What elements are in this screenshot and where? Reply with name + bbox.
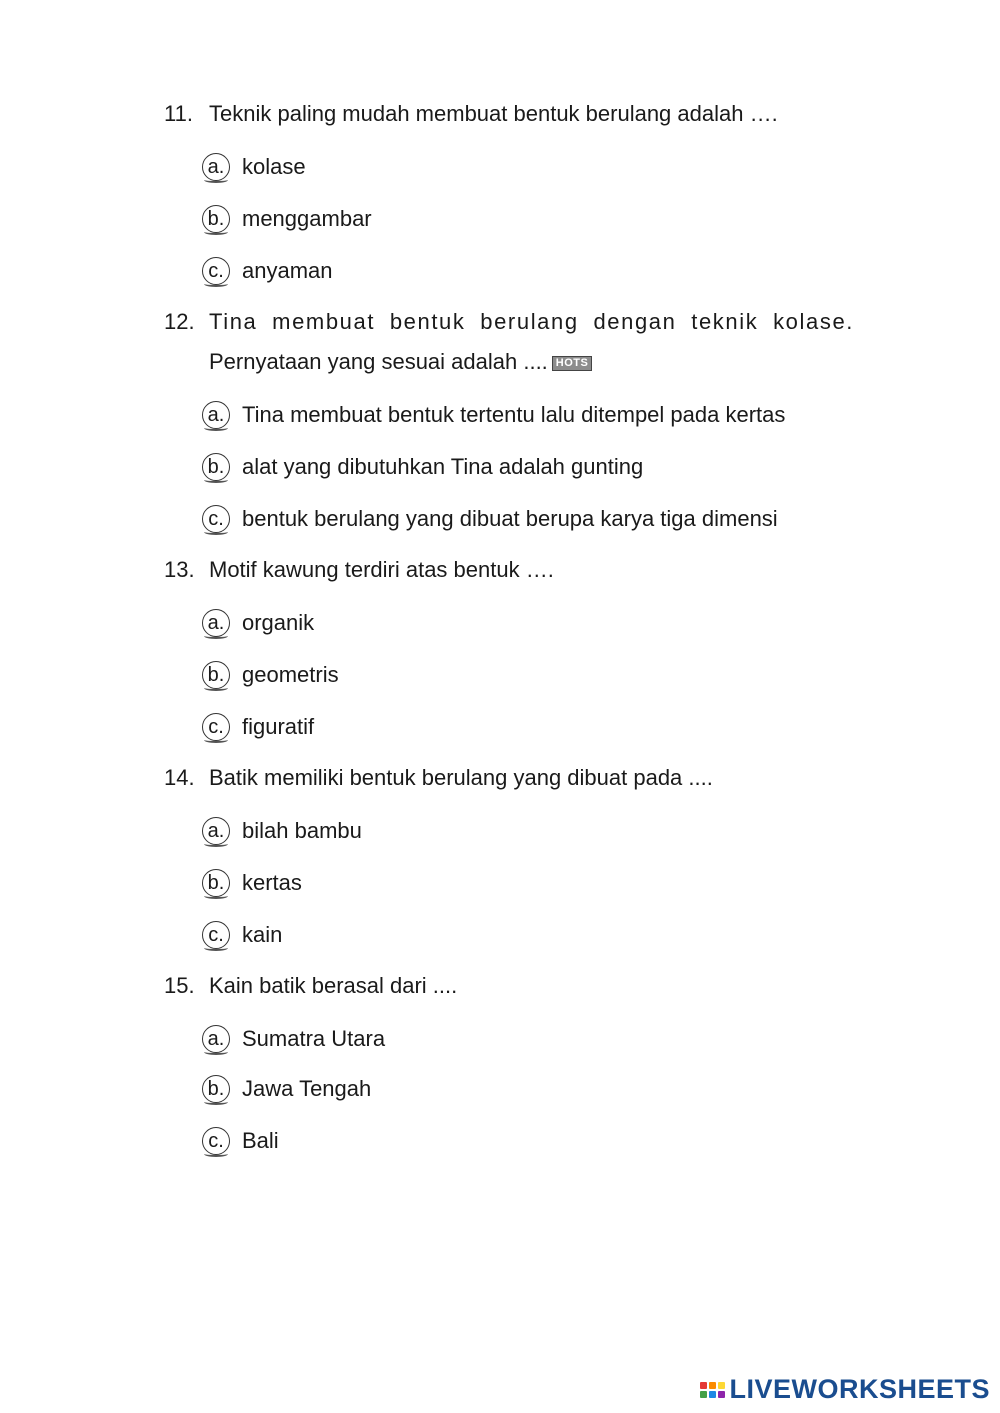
option-15-b[interactable] <box>202 1073 371 1105</box>
option-11-c[interactable] <box>202 255 333 287</box>
option-14-a[interactable] <box>202 815 362 847</box>
option-circle[interactable]: a. <box>202 153 230 181</box>
option-13-c[interactable] <box>202 711 314 743</box>
liveworksheets-logo <box>700 1374 990 1405</box>
hots-badge: HOTS <box>552 356 593 371</box>
question-11 <box>164 101 778 127</box>
question-number: 15. <box>164 973 195 998</box>
option-11-b[interactable] <box>202 203 372 235</box>
option-14-c[interactable] <box>202 919 282 951</box>
option-circle[interactable]: a. <box>202 1025 230 1053</box>
option-12-a[interactable] <box>202 399 785 431</box>
option-circle[interactable]: c. <box>202 713 230 741</box>
option-label: Tina membuat bentuk tertentu lalu ditempel pada kertas <box>242 402 786 427</box>
question-text-line2: Pernyataan yang sesuai adalah .... <box>209 349 548 374</box>
question-text: Batik memiliki bentuk berulang yang dibuat pada .... <box>209 765 713 790</box>
option-circle[interactable]: a. <box>202 817 230 845</box>
logo-grid-icon <box>700 1382 725 1398</box>
option-label: menggambar <box>242 206 372 231</box>
question-text: Teknik paling mudah membuat bentuk berulang adalah …. <box>209 101 778 126</box>
option-label: bentuk berulang yang dibuat berupa karya tiga dimensi <box>242 506 778 531</box>
option-label: alat yang dibutuhkan Tina adalah gunting <box>242 454 644 479</box>
question-13 <box>164 557 554 583</box>
option-label: kain <box>242 922 283 947</box>
option-12-b[interactable] <box>202 451 643 483</box>
question-text: Motif kawung terdiri atas bentuk …. <box>209 557 554 582</box>
option-circle[interactable]: b. <box>202 453 230 481</box>
question-12 <box>164 309 854 335</box>
option-circle[interactable]: b. <box>202 1075 230 1103</box>
option-circle[interactable]: b. <box>202 869 230 897</box>
question-15 <box>164 973 457 999</box>
logo-square <box>709 1391 716 1398</box>
option-circle[interactable]: c. <box>202 921 230 949</box>
option-14-b[interactable] <box>202 867 302 899</box>
option-15-c[interactable] <box>202 1125 279 1157</box>
option-15-a[interactable] <box>202 1023 385 1055</box>
logo-square <box>709 1382 716 1389</box>
option-label: Sumatra Utara <box>242 1026 386 1051</box>
question-text: Kain batik berasal dari .... <box>209 973 458 998</box>
option-label: Bali <box>242 1128 279 1153</box>
option-circle[interactable]: c. <box>202 505 230 533</box>
question-14 <box>164 765 713 791</box>
logo-square <box>718 1391 725 1398</box>
logo-text: LIVEWORKSHEETS <box>729 1374 990 1404</box>
question-number: 14. <box>164 765 195 790</box>
option-circle[interactable]: b. <box>202 661 230 689</box>
option-label: bilah bambu <box>242 818 362 843</box>
logo-square <box>700 1382 707 1389</box>
option-label: Jawa Tengah <box>242 1076 372 1101</box>
option-13-b[interactable] <box>202 659 339 691</box>
option-11-a[interactable] <box>202 151 306 183</box>
option-circle[interactable]: a. <box>202 401 230 429</box>
option-circle[interactable]: b. <box>202 205 230 233</box>
option-circle[interactable]: a. <box>202 609 230 637</box>
question-number: 11. <box>164 101 193 126</box>
logo-square <box>718 1382 725 1389</box>
option-label: kolase <box>242 154 306 179</box>
option-13-a[interactable] <box>202 607 314 639</box>
question-number: 13. <box>164 557 195 582</box>
option-label: kertas <box>242 870 302 895</box>
option-circle[interactable]: c. <box>202 1127 230 1155</box>
option-label: organik <box>242 610 315 635</box>
option-label: anyaman <box>242 258 333 283</box>
question-12-line2 <box>209 349 592 375</box>
option-12-c[interactable] <box>202 503 778 535</box>
option-label: figuratif <box>242 714 315 739</box>
question-text-line1: Tina membuat bentuk berulang dengan teknik kolase. <box>209 309 854 334</box>
logo-square <box>700 1391 707 1398</box>
option-circle[interactable]: c. <box>202 257 230 285</box>
question-number: 12. <box>164 309 195 334</box>
option-label: geometris <box>242 662 339 687</box>
